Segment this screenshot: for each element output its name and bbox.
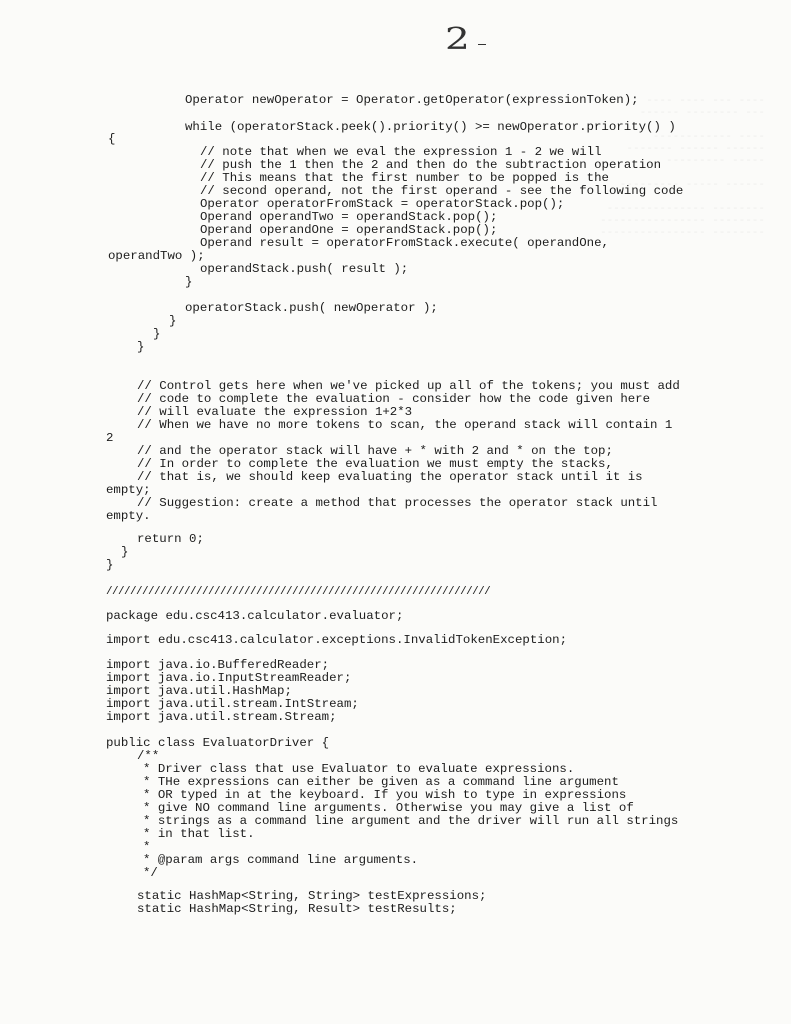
code-comment: // and the operator stack will have + * with 2 and * on the top; <box>137 444 613 458</box>
code-line: Operand operandOne = operandStack.pop(); <box>200 223 498 237</box>
code-comment: // When we have no more tokens to scan, the operand stack will contain 1 <box>137 418 673 432</box>
code-line: import java.util.stream.Stream; <box>106 710 337 724</box>
code-line: import java.io.InputStreamReader; <box>106 671 352 685</box>
code-comment: // Suggestion: create a method that processes the operator stack until <box>137 496 658 510</box>
code-line: } <box>185 275 193 289</box>
code-line: operandTwo ); <box>108 249 205 263</box>
code-line: import java.io.BufferedReader; <box>106 658 330 672</box>
code-line: Operator operatorFromStack = operatorStack.pop(); <box>200 197 565 211</box>
code-comment: * <box>143 840 151 854</box>
code-line: Operator newOperator = Operator.getOperator(expressionToken); <box>185 93 639 107</box>
code-comment: empty; <box>106 483 151 497</box>
code-comment: /** <box>137 749 160 763</box>
code-line: } <box>153 327 161 341</box>
code-comment: * OR typed in at the keyboard. If you wish to type in expressions <box>143 788 627 802</box>
code-comment: * @param args command line arguments. <box>143 853 419 867</box>
code-comment: // This means that the first number to be popped is the <box>200 171 609 185</box>
code-comment: empty. <box>106 509 151 523</box>
code-line: while (operatorStack.peek().priority() >= newOperator.priority() ) <box>185 120 676 134</box>
code-comment: // note that when we eval the expression 1 - 2 we will <box>200 145 602 159</box>
bleed-through-texture: ---- --- ---- ---- --- -------- ------ ---- ------------ ------ ------ ------- ----- --------- ------ ----- --------- -------- --------------- -------- ---------------- -------- ---------------- <box>600 95 766 239</box>
code-line: } <box>106 558 114 572</box>
code-comment: // Control gets here when we've picked up all of the tokens; you must add <box>137 379 680 393</box>
code-comment: // that is, we should keep evaluating the operator stack until it is <box>137 470 643 484</box>
code-comment: // will evaluate the expression 1+2*3 <box>137 405 413 419</box>
slash-separator: //////////////////////////////////////////////////////////////// <box>106 586 491 598</box>
code-comment: * in that list. <box>143 827 255 841</box>
code-line: } <box>121 545 129 559</box>
code-line: Operand operandTwo = operandStack.pop(); <box>200 210 498 224</box>
code-comment: // second operand, not the first operand - see the following code <box>200 184 684 198</box>
code-line: operatorStack.push( newOperator ); <box>185 301 438 315</box>
handwritten-page-number: 2 <box>444 22 472 57</box>
code-line: { <box>108 132 116 146</box>
code-line: public class EvaluatorDriver { <box>106 736 330 750</box>
code-line: return 0; <box>137 532 204 546</box>
code-comment: 2 <box>106 431 114 445</box>
code-comment: */ <box>143 866 158 880</box>
code-line: static HashMap<String, String> testExpressions; <box>137 889 487 903</box>
code-line: static HashMap<String, Result> testResults; <box>137 902 457 916</box>
code-line: import java.util.stream.IntStream; <box>106 697 359 711</box>
code-line: } <box>169 314 177 328</box>
code-comment: * give NO command line arguments. Otherwise you may give a list of <box>143 801 634 815</box>
code-comment: * Driver class that use Evaluator to evaluate expressions. <box>143 762 575 776</box>
handwritten-underline <box>478 44 486 45</box>
code-line: import edu.csc413.calculator.exceptions.InvalidTokenException; <box>106 633 568 647</box>
code-comment: // push the 1 then the 2 and then do the subtraction operation <box>200 158 662 172</box>
code-line: package edu.csc413.calculator.evaluator; <box>106 609 404 623</box>
code-line: } <box>137 340 145 354</box>
code-comment: * strings as a command line argument and the driver will run all strings <box>143 814 679 828</box>
code-comment: // In order to complete the evaluation we must empty the stacks, <box>137 457 613 471</box>
code-comment: // code to complete the evaluation - consider how the code given here <box>137 392 651 406</box>
code-line: Operand result = operatorFromStack.execute( operandOne, <box>200 236 609 250</box>
code-comment: * THe expressions can either be given as a command line argument <box>143 775 619 789</box>
code-line: import java.util.HashMap; <box>106 684 292 698</box>
code-line: operandStack.push( result ); <box>200 262 409 276</box>
